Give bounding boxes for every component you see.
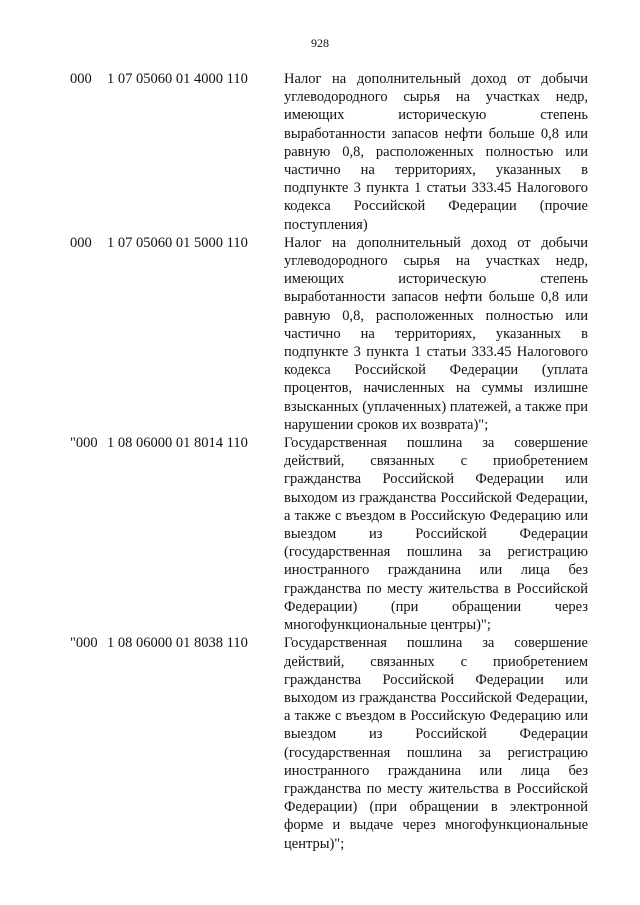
- table-row: [0, 70, 640, 234]
- budget-code-table: [0, 70, 640, 853]
- admin-code: 000: [70, 71, 92, 87]
- row-description: Налог на дополнительный доход от добычи углеводородного сырья на участках недр, имеющих историческую степень выработанности запасов нефти больше 0,8 или равную 0,8, расположенных полностью или частично на территориях, указанных в подпункте 3 пункта 1 статьи 333.45 Налогового кодекса Российской Федерации (уплата процентов, начисленных на суммы излишне взысканных (уплаченных) платежей, а также при нарушении сроков их возврата)";: [284, 234, 588, 433]
- page-number: 928: [311, 36, 329, 50]
- row-description: Государственная пошлина за совершение действий, связанных с приобретением гражданства Российской Федерации или выходом из гражданства Российской Федерации, а также с въездом в Российскую Федерацию или выездом из Российской Федерации (государственная пошлина за регистрацию иностранного гражданина или лица без гражданства по месту жительства в Российской Федерации) (при обращении в электронной форме и выдаче через многофункциональные центры)";: [284, 635, 588, 852]
- kbk-code: 1 08 06000 01 8038 110: [107, 635, 248, 652]
- kbk-code: 1 07 05060 01 5000 110: [107, 234, 248, 251]
- table-row: [0, 434, 640, 634]
- row-description: Государственная пошлина за совершение действий, связанных с приобретением гражданства Российской Федерации или выходом из гражданства Российской Федерации, а также с въездом в Российскую Федерацию или выездом из Российской Федерации (государственная пошлина за регистрацию иностранного гражданина или лица без гражданства по месту жительства в Российской Федерации) (при обращении через многофункциональные центры)";: [284, 435, 588, 634]
- kbk-code: 1 08 06000 01 8014 110: [107, 435, 248, 452]
- admin-code: "000: [70, 635, 98, 652]
- kbk-code: 1 07 05060 01 4000 110: [107, 71, 248, 87]
- table-row: [0, 634, 640, 852]
- row-description: Налог на дополнительный доход от добычи углеводородного сырья на участках недр, имеющих историческую степень выработанности запасов нефти больше 0,8 или равную 0,8, расположенных полностью или частично на территориях, указанных в подпункте 3 пункта 1 статьи 333.45 Налогового кодекса Российской Федерации (прочие поступления): [284, 71, 588, 233]
- admin-code: 000: [70, 234, 92, 251]
- admin-code: "000: [70, 435, 98, 452]
- table-row: [0, 234, 640, 434]
